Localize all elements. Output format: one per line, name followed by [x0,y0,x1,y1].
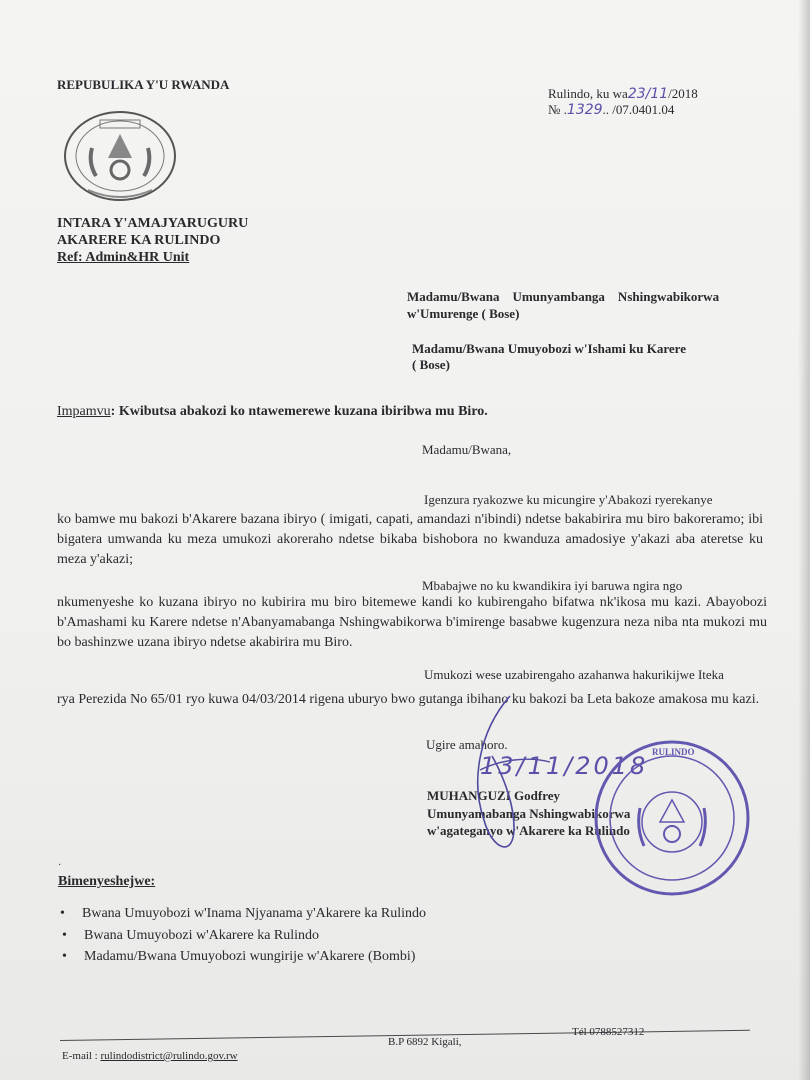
recipient-2-line1: Madamu/Bwana Umuyobozi w'Ishami ku Karere [412,341,686,356]
footer-email: E-mail : rulindodistrict@rulindo.gov.rw [62,1050,238,1062]
date-handwritten: 23/11 [627,86,669,102]
footer-po-box: B.P 6892 Kigali, [388,1036,462,1048]
date-line: Rulindo, ku wa23/11/2018 [548,86,698,102]
cc-heading: Bimenyeshejwe: [58,874,156,889]
paragraph-3-first-line: Umukozi wese uzabirengaho azahanwa hakurikijwe Iteka [424,667,724,682]
handwritten-date: 13/11/2018 [480,752,649,780]
signatory-name: MUHANGUZI Godfrey [427,788,561,803]
reference-number: № .1329.. /07.0401.04 [548,102,675,118]
number-handwritten: 1329 [566,102,603,118]
province-heading: INTARA Y'AMAJYARUGURU [57,216,249,231]
dot-mark: · [58,860,62,871]
signatory-title-1: Umunyamabanga Nshingwabikorwa [427,806,631,821]
closing: Ugire amahoro. [426,737,508,752]
recipient-1-line1: Madamu/Bwana Umunyambanga Nshingwabikorwa [407,289,720,304]
footer-telephone: Tél 0788527312 [572,1026,645,1038]
recipient-1-line2: w'Umurenge ( Bose) [407,306,520,321]
republic-heading: REPUBULIKA Y'U RWANDA [57,77,230,92]
subject-label: Impamvu [57,404,111,419]
signatory-title-2: w'agateganyo w'Akarere ka Rulindo [427,823,630,838]
paragraph-3: rya Perezida No 65/01 ryo kuwa 04/03/2014 rigena uburyo bwo gutanga ibihano ku bakozi ba Leta bakoze amakosa mu kazi. [57,692,760,707]
cc-item-3: • Madamu/Bwana Umuyobozi wungirije w'Akarere (Bombi) [84,949,415,965]
subject-line [57,404,488,420]
paragraph-2: nkumenyeshe ko kuzana ibiryo no kubirira mu biro bitemewe kandi ko kubirengaho bifatwa nk'ikosa mu kazi. Abayobozi b'Amashami ku Karere ndetse n'Abanyamabanga Nshingwabikorwa b'imirenge basabwe kugenzura neza niba nta mukozi mu bo bashinzwe uzana ibiryo ndetse akabirira mu Biro. [57,595,767,650]
district-heading: AKARERE KA RULINDO [57,233,221,248]
paragraph-1: ko bamwe mu bakozi b'Akarere bazana ibiryo ( imigati, capati, amandazi n'ibindi) ndetse bakabirira mu biro bakoreramo; ibi bigatera umwanda ku meza umukozi akoreraho ndetse bikaba bishobora no kwanduza amadosiye y'akazi aba ateretse ku meza y'akazi; [57,512,763,567]
recipient-2-line2: ( Bose) [412,357,450,372]
reference-line: Ref: Admin&HR Unit [57,250,190,265]
salutation: Madamu/Bwana, [422,442,512,457]
cc-item-2: • Bwana Umuyobozi w'Akarere ka Rulindo [84,928,319,944]
paragraph-1-first-line: Igenzura ryakozwe ku micungire y'Abakozi ryerekanye [424,492,713,507]
cc-item-1: • Bwana Umuyobozi w'Inama Njyanama y'Akarere ka Rulindo [82,906,426,922]
subject-text: : Kwibutsa abakozi ko ntawemerewe kuzana ibiribwa mu Biro. [110,404,488,419]
district-stamp [592,738,752,898]
email-link[interactable]: rulindodistrict@rulindo.gov.rw [100,1050,238,1062]
coat-of-arms-logo [62,108,178,208]
stamp-text: RULINDO [652,747,695,757]
paragraph-2-first-line: Mbabajwe no ku kwandikira iyi baruwa ngira ngo [422,578,683,593]
